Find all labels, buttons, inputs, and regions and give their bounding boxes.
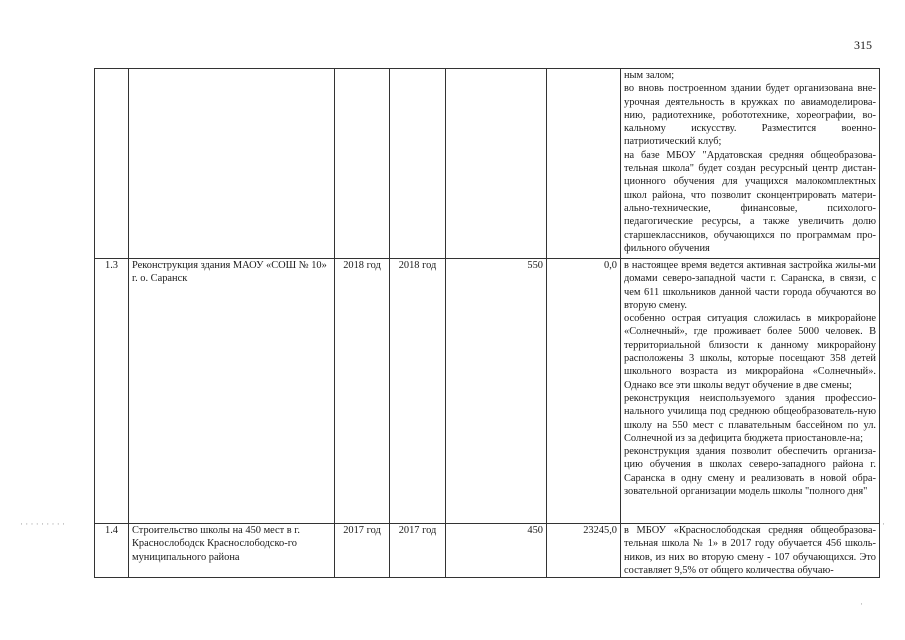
start-year	[335, 69, 390, 259]
table-row	[95, 259, 880, 524]
scan-artifact: · · · · · · · · ·	[20, 519, 65, 529]
object-name: Реконструкция здания МАОУ «СОШ № 10» г. о. Саранск	[129, 259, 335, 524]
capacity: 550	[446, 259, 547, 524]
row-number	[95, 69, 129, 259]
justification-text: в настоящее время ведется активная застройка жилы-ми домами северо-западной части г. Саранска, в связи, с чем 611 школьников данной части города обучаются во вторую смену. особенно острая ситуация сложилась в микрорайоне «Солнечный», где проживает более 5000 человек. В территориальной близости к данному микрорайону расположены 3 школы, которые посещают 358 детей школьного возраста из микрорайона «Солнечный». Однако все эти школы ведут обучение в две смены; реконструкция неиспользуемого здания профессио-нального училища под среднюю общеобразователь-ную школу на 550 мест с плавательным бассейном по ул. Солнечной из за дефицита бюджета приостановле-на; реконструкция здания позволит обеспечить организа-цию обучения в школах северо-западного района г. Саранска в одну смену и реализовать в новой обра-зовательной организации модель школы "полного дня"	[624, 260, 876, 498]
row-number: 1.4	[95, 524, 129, 578]
funding-amount: 0,0	[547, 259, 621, 524]
end-year: 2018 год	[390, 259, 446, 524]
object-name: Строительство школы на 450 мест в г. Краснослободск Краснослободско-го муниципального района	[129, 524, 335, 578]
start-year: 2018 год	[335, 259, 390, 524]
row-number: 1.3	[95, 259, 129, 524]
capacity: 450	[446, 524, 547, 578]
scan-artifact: ·	[882, 519, 885, 529]
scan-artifact: ·	[860, 599, 863, 609]
program-table	[94, 68, 880, 578]
end-year: 2017 год	[390, 524, 446, 578]
table-row	[95, 69, 880, 259]
capacity	[446, 69, 547, 259]
justification-text: ным залом; во вновь построенном здании будет организована вне-урочная деятельность в кружках по авиамоделирова-нию, радиотехнике, робототехнике, хореографии, во-кальному искусству. Разместится военно-патриотический клуб; на базе МБОУ "Ардатовская средняя общеобразова-тельная школа" будет создан ресурсный центр дистан-ционного обучения для учащихся малокомплектных школ района, что позволит сконцентрировать матери-ально-технические, финансовые, психолого-педагогические ресурсы, а также увеличить долю старшеклассников, обучающихся по программам про-фильного обучения	[624, 70, 876, 254]
object-name	[129, 69, 335, 259]
page-number: 315	[854, 38, 872, 52]
start-year: 2017 год	[335, 524, 390, 578]
end-year	[390, 69, 446, 259]
funding-amount	[547, 69, 621, 259]
justification-text: в МБОУ «Краснослободская средняя общеобразова-тельная школа № 1» в 2017 году обучается 456 школь-ников, из них во вторую смену - 107 обучающихся. Это составляет 9,5% от общего количества обучаю-	[624, 525, 876, 576]
table-row	[95, 524, 880, 578]
funding-amount: 23245,0	[547, 524, 621, 578]
